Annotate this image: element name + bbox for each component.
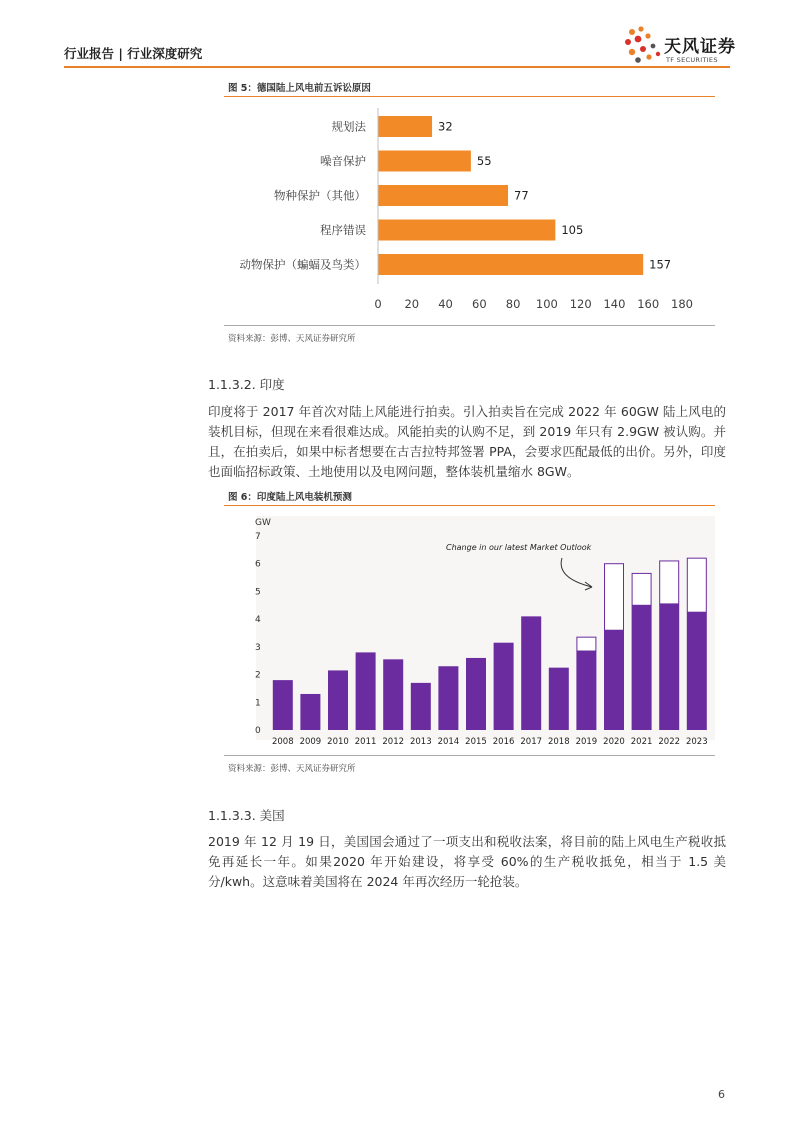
logo-dot [625,39,631,45]
x-tick-label: 2014 [437,737,460,747]
figure6-bottom-rule [224,755,715,756]
category-label: 程序错误 [320,223,366,237]
logo-chinese-name: 天风证券 [664,37,736,57]
x-tick-label: 160 [637,297,660,311]
x-tick-label: 2011 [354,737,377,747]
logo-dot [629,49,635,55]
x-tick-label: 2010 [327,737,349,747]
data-label: 32 [438,119,453,134]
x-tick-label: 2016 [492,737,515,747]
x-tick-label: 80 [505,297,521,311]
bar [576,651,596,730]
logo-dot [635,36,642,43]
bar [378,220,555,241]
bar [378,116,432,137]
bar [300,694,320,730]
figure6-title: 图 6：印度陆上风电装机预测 [228,492,352,503]
logo-english-name: TF SECURITIES [666,56,718,64]
bar [659,604,679,730]
x-tick-label: 2017 [520,737,543,747]
report-category: 行业报告 | 行业深度研究 [64,46,203,61]
x-tick-label: 140 [603,297,626,311]
data-label: 77 [514,188,529,203]
bar [438,666,458,730]
category-label: 动物保护（蝙蝠及鸟类） [239,257,366,272]
x-tick-label: 0 [374,297,382,311]
section-heading-india: 1.1.3.2. 印度 [208,377,285,392]
bar-outlook-change [632,573,651,605]
x-tick-label: 100 [535,297,558,311]
category-label: 规划法 [331,119,366,134]
bar [378,254,643,275]
x-tick-label: 2022 [658,737,681,747]
annotation-text: Change in our latest Market Outlook [446,543,592,552]
data-label: 55 [476,154,492,168]
logo-dot [638,26,643,31]
bar-outlook-change [577,637,596,651]
bar [604,630,624,730]
figure5-chart [224,104,715,324]
x-tick-label: 2013 [409,737,432,747]
logo-dot [645,33,650,38]
y-tick-label: 2 [255,670,261,681]
bar-outlook-change [687,558,706,612]
x-tick-label: 2015 [465,737,487,747]
y-tick-label: 0 [255,726,261,736]
y-tick-label: 7 [255,532,261,542]
bar [356,652,376,730]
bar [328,670,348,730]
x-tick-label: 2009 [299,737,322,747]
figure6-title-rule [224,505,715,506]
x-tick-label: 180 [671,297,693,311]
paragraph-india: 印度将于 2017 年首次对陆上风能进行拍卖。引入拍卖旨在完成 2022 年 60GW 陆上风电的装机目标，但现在来看很难达成。风能拍卖的认购不足，到 2019 年只有 2.9GW 被认购。并且，在拍卖后，如果中标者想要在古吉拉特邦签署 PPA，会要求匹配最低的出价。另外，印度也面临招标政策、土地使用以及电网问题，整体装机量缩水 8GW。 [208,404,726,479]
category-label: 物种保护（其他） [274,188,366,203]
data-label: 105 [561,223,584,237]
bar [378,185,508,206]
bar [383,659,403,730]
x-tick-label: 2018 [547,737,570,747]
x-tick-label: 2019 [575,737,598,747]
paragraph-us: 2019 年 12 月 19 日，美国国会通过了一项支出和税收法案，将目前的陆上风电生产税收抵免再延长一年。如果2020 年开始建设，将享受 60%的生产税收抵免，相当于 1.5 美分/kwh。这意味着美国将在 2024 年再次经历一轮抢装。 [208,834,726,889]
figure5-source: 资料来源：彭博、天风证券研究所 [228,334,356,344]
figure6-source: 资料来源：彭博、天风证券研究所 [228,764,356,774]
bar [411,683,431,730]
bar-outlook-change [660,561,679,604]
bar [549,668,569,730]
section-heading-us: 1.1.3.3. 美国 [208,808,285,823]
figure5-bottom-rule [224,325,715,326]
bar [632,605,652,730]
bar [521,616,541,730]
figure5-title: 图 5：德国陆上风电前五诉讼原因 [228,83,371,94]
logo-dot [629,29,635,35]
logo-dot [640,46,646,52]
bar [687,612,707,730]
y-tick-label: 4 [255,615,261,626]
bar [466,658,486,730]
bar [273,680,293,730]
figure6-chart [224,512,715,754]
data-label: 157 [649,257,672,272]
bar [494,643,514,730]
y-tick-label: 1 [255,698,261,709]
page-number: 6 [718,1088,725,1101]
logo-dot [646,54,651,59]
x-tick-label: 2020 [603,737,625,747]
y-tick-label: 6 [255,559,261,570]
category-label: 噪音保护 [320,154,366,168]
y-tick-label: 5 [255,587,261,598]
x-tick-label: 2021 [630,737,653,747]
x-tick-label: 2012 [382,737,405,747]
bar [378,151,471,172]
x-tick-label: 2008 [271,737,294,747]
figure5-title-rule [224,96,715,97]
logo-dot [635,57,641,63]
x-tick-label: 60 [472,297,487,311]
y-axis-unit: GW [255,518,271,528]
x-tick-label: 40 [438,297,453,311]
x-tick-label: 120 [569,297,592,311]
logo-dot [651,44,656,49]
x-tick-label: 20 [404,297,420,311]
x-tick-label: 2023 [685,737,708,747]
logo-dot [656,52,660,56]
bar-outlook-change [605,564,624,631]
y-tick-label: 3 [255,642,261,653]
